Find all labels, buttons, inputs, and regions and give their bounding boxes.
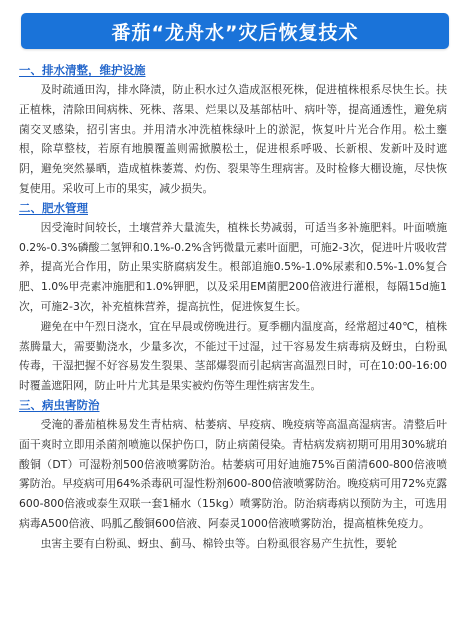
paragraph: 避免在中午烈日浇水，宜在早晨或傍晚进行。夏季棚内温度高，经常超过40℃，植株蒸腾量大，需要勤浇水，少量多次，不能过干过湿，过干容易发生病毒病及蚜虫，白粉虱传毒，干湿把握不好容易发生裂果、茎部爆裂而引起病害高温烈日时，可在10:00-16:00时覆盖遮阳网，防止叶片尤其是果实被灼伤等生理性病害发生。	[19, 319, 447, 393]
page-title: 番茄“龙舟水”灾后恢复技术	[111, 21, 359, 44]
paragraph: 及时疏通田沟，排水降渍，防止积水过久造成沤根死株，促进植株根系尽快生长。扶正植株，清除田间病株、死株、落果、烂果以及基部枯叶、病叶等，提高通透性，避免病菌交叉感染，招引害虫。并用清水冲洗植株绿叶上的淤泥，恢复叶片光合作用。松土壅根，除草整枝，若原有地膜覆盖则需掀膜松土，促进根系呼吸、长新根、发新叶及时遮阴，避免突然暴晒，造成植株萎蔫、灼伤、裂果等生理病害。及时检修大棚设施，尽快恢复使用。采收可上市的果实，减少损失。	[19, 83, 447, 195]
section-fertilizer-water	[19, 199, 447, 396]
section-drainage	[19, 61, 447, 199]
paragraph: 虫害主要有白粉虱、蚜虫、蓟马、棉铃虫等。白粉虱很容易产生抗性，要轮	[40, 536, 397, 550]
title-banner	[21, 13, 449, 49]
paragraph: 因受淹时间较长，土壤营养大量流失，植株长势减弱，可适当多补施肥料。叶面喷施0.2%-0.3%磷酸二氢钾和0.1%-0.2%含钙微量元素叶面肥，可施2-3次，促进叶片吸收营养，提高光合作用，防止果实脐腐病发生。根部追施0.5%-1.0%尿素和0.5%-1.0%复合肥、1.0%甲壳素冲施肥和1.0%钾肥，以及采用EM菌肥200倍液进行灌根，每隔15d施1次，可施2-3次，补充植株营养，提高抗性，促进恢复生长。	[19, 220, 447, 313]
article-body	[19, 61, 447, 554]
section-pest-control	[19, 396, 447, 554]
section-heading: 一、排水清整，维护设施	[19, 63, 146, 77]
section-heading: 二、肥水管理	[19, 200, 88, 215]
paragraph: 受淹的番茄植株易发生青枯病、枯萎病、早疫病、晚疫病等高温高湿病害。清整后叶面干爽时立即用杀菌剂喷施以保护伤口，防止病菌侵染。青枯病发病初期可用用30%琥珀酸铜（DT）可湿粉剂500倍液喷雾防治。枯萎病可用好迪施75%百菌清600-800倍液喷雾防治。早疫病可用64%杀毒矾可湿性粉剂600-800倍液喷雾防治。晚疫病可用72%克露600-800倍液或泰生双联一套1桶水（15kg）喷雾防治。防治病毒病以预防为主，可选用病毒A500倍液、吗胍乙酸铜600倍液、阿泰灵1000倍液喷雾防治，提高植株免疫力。	[19, 417, 447, 530]
section-heading: 三、病虫害防治	[19, 397, 100, 412]
